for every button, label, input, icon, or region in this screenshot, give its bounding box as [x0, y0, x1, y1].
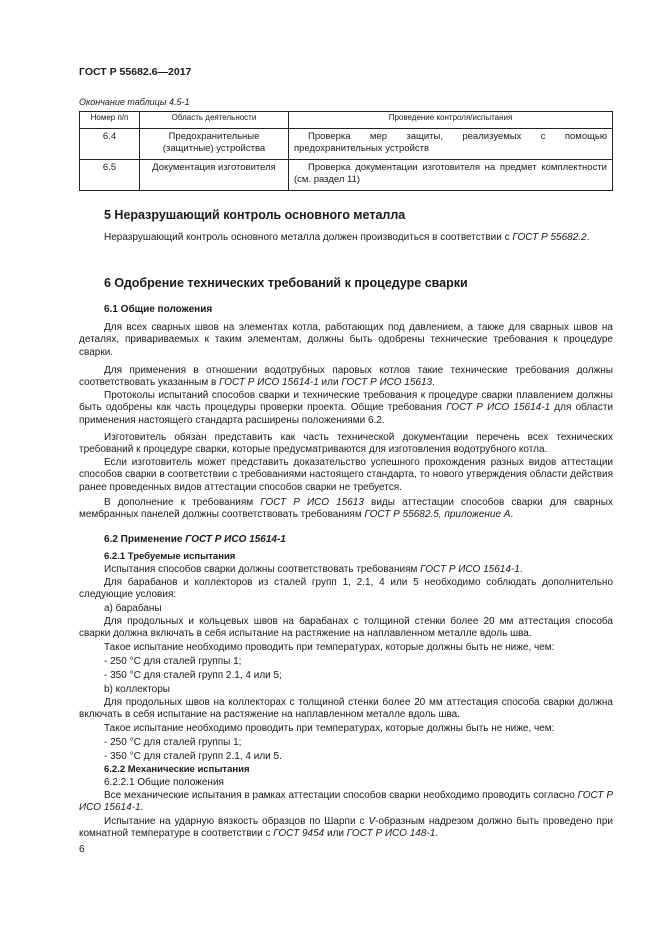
- paragraph-6-1-3: Протоколы испытаний способов сварки и технические требования к процедуре сварки плавлением должны быть одобрены как часть процедуры проверки проекта. Общие требования ГОСТ Р ИСО 15614-1 для области применения настоящего стандарта расширены положениями 6.2.: [79, 390, 613, 426]
- table-header-number: Номер п/п: [80, 112, 140, 129]
- table-cell-area: Документация изготовителя: [140, 160, 289, 191]
- paragraph-6-2-2-1-1: Все механические испытания в рамках аттестации способов сварки необходимо проводить согласно ГОСТ Р ИСО 15614-1.: [79, 790, 613, 814]
- table-header-area: Область деятельности: [140, 112, 289, 129]
- table-row: [80, 129, 613, 160]
- table-cell-control: Проверка документации изготовителя на предмет комплектности (см. раздел 11): [289, 160, 613, 191]
- list-label-collectors: b) коллекторы: [104, 684, 170, 695]
- paragraph-drums-1: Для продольных и кольцевых швов на барабанах с толщиной стенки более 20 мм аттестация способа сварки должна включать в себя испытание на растяжение на наплавленном металле вдоль шва.: [79, 616, 613, 640]
- table-header-row: [80, 112, 613, 129]
- list-item: - 250 °С для сталей группы 1;: [104, 737, 242, 748]
- paragraph-6-2-2-1-2: Испытание на ударную вязкость образцов по Шарпи с V-образным надрезом должно быть проведено при комнатной температуре в соответствии с ГОСТ 9454 или ГОСТ Р ИСО 148-1.: [79, 816, 613, 840]
- paragraph-6-1-5: Если изготовитель может представить доказательство успешного прохождения разных видов аттестации способов сварки в соответствии с требованиями настоящего стандарта, то нового утверждения области действия ранее проведенных видов аттестации способов сварки не требуется.: [79, 457, 613, 493]
- section-6-title: 6 Одобрение технических требований к процедуре сварки: [104, 276, 468, 290]
- list-label-drums: а) барабаны: [104, 603, 162, 614]
- table-cell-control: Проверка мер защиты, реализуемых с помощью предохранительных устройств: [289, 129, 613, 160]
- section-6-1-title: 6.1 Общие положения: [104, 304, 213, 315]
- table-header-control: Проведение контроля/испытания: [289, 112, 613, 129]
- paragraph-6-2-1-2: Для барабанов и коллекторов из сталей групп 1, 2.1, 4 или 5 необходимо соблюдать дополнительно следующие условия:: [79, 577, 613, 601]
- paragraph-drums-2: Такое испытание необходимо проводить при температурах, которые должны быть не ниже, чем:: [104, 642, 555, 653]
- paragraph-collectors-2: Такое испытание необходимо проводить при температурах, которые должны быть не ниже, чем:: [104, 723, 555, 734]
- section-6-2-title: 6.2 Применение ГОСТ Р ИСО 15614-1: [104, 534, 286, 545]
- document-header: ГОСТ Р 55682.6—2017: [79, 66, 192, 78]
- list-item: - 250 °С для сталей группы 1;: [104, 656, 242, 667]
- section-6-2-2-title: 6.2.2 Механические испытания: [104, 764, 250, 775]
- paragraph-6-1-6: В дополнение к требованиям ГОСТ Р ИСО 15613 виды аттестации способов сварки для сварных мембранных панелей должны соответствовать требованиям ГОСТ Р 55682.5, приложение А.: [79, 497, 613, 521]
- list-item: - 350 °С для сталей групп 2.1, 4 или 5;: [104, 670, 282, 681]
- paragraph-6-1-2: Для применения в отношении водотрубных паровых котлов такие технические требования должны соответствовать указанным в ГОСТ Р ИСО 15614-1 или ГОСТ Р ИСО 15613.: [79, 365, 613, 389]
- section-6-2-2-1-title: 6.2.2.1 Общие положения: [104, 777, 224, 788]
- section-6-2-1-title: 6.2.1 Требуемые испытания: [104, 551, 236, 562]
- table-caption: Окончание таблицы 4.5-1: [79, 97, 190, 107]
- table-cell-number: 6.5: [80, 160, 140, 191]
- page-number: 6: [79, 844, 85, 855]
- section-5-title: 5 Неразрушающий контроль основного металла: [104, 208, 406, 222]
- list-item: - 350 °С для сталей групп 2.1, 4 или 5.: [104, 751, 282, 762]
- paragraph-6-1-4: Изготовитель обязан представить как часть технической документации перечень всех технических требований к процедуре сварки, которые предусматриваются для изготовления водотрубного котла.: [79, 432, 613, 456]
- paragraph-6-2-1-1: Испытания способов сварки должны соответствовать требованиям ГОСТ Р ИСО 15614-1.: [104, 564, 523, 575]
- control-table: [79, 111, 613, 191]
- table-cell-number: 6.4: [80, 129, 140, 160]
- table-cell-area: Предохранительные (защитные) устройства: [140, 129, 289, 160]
- table-row: [80, 160, 613, 191]
- paragraph-collectors-1: Для продольных швов на коллекторах с толщиной стенки более 20 мм аттестация способа сварки должна включать в себя испытание на растяжение на наплавленном металле вдоль шва.: [79, 697, 613, 721]
- paragraph-6-1-1: Для всех сварных швов на элементах котла, работающих под давлением, а также для сварных швов на деталях, привариваемых к таким элементам, должны быть одобрены технические требования к процедуре сварки.: [79, 322, 613, 358]
- section-5-text: Неразрушающий контроль основного металла должен производиться в соответствии с ГОСТ Р 55682.2.: [104, 232, 590, 243]
